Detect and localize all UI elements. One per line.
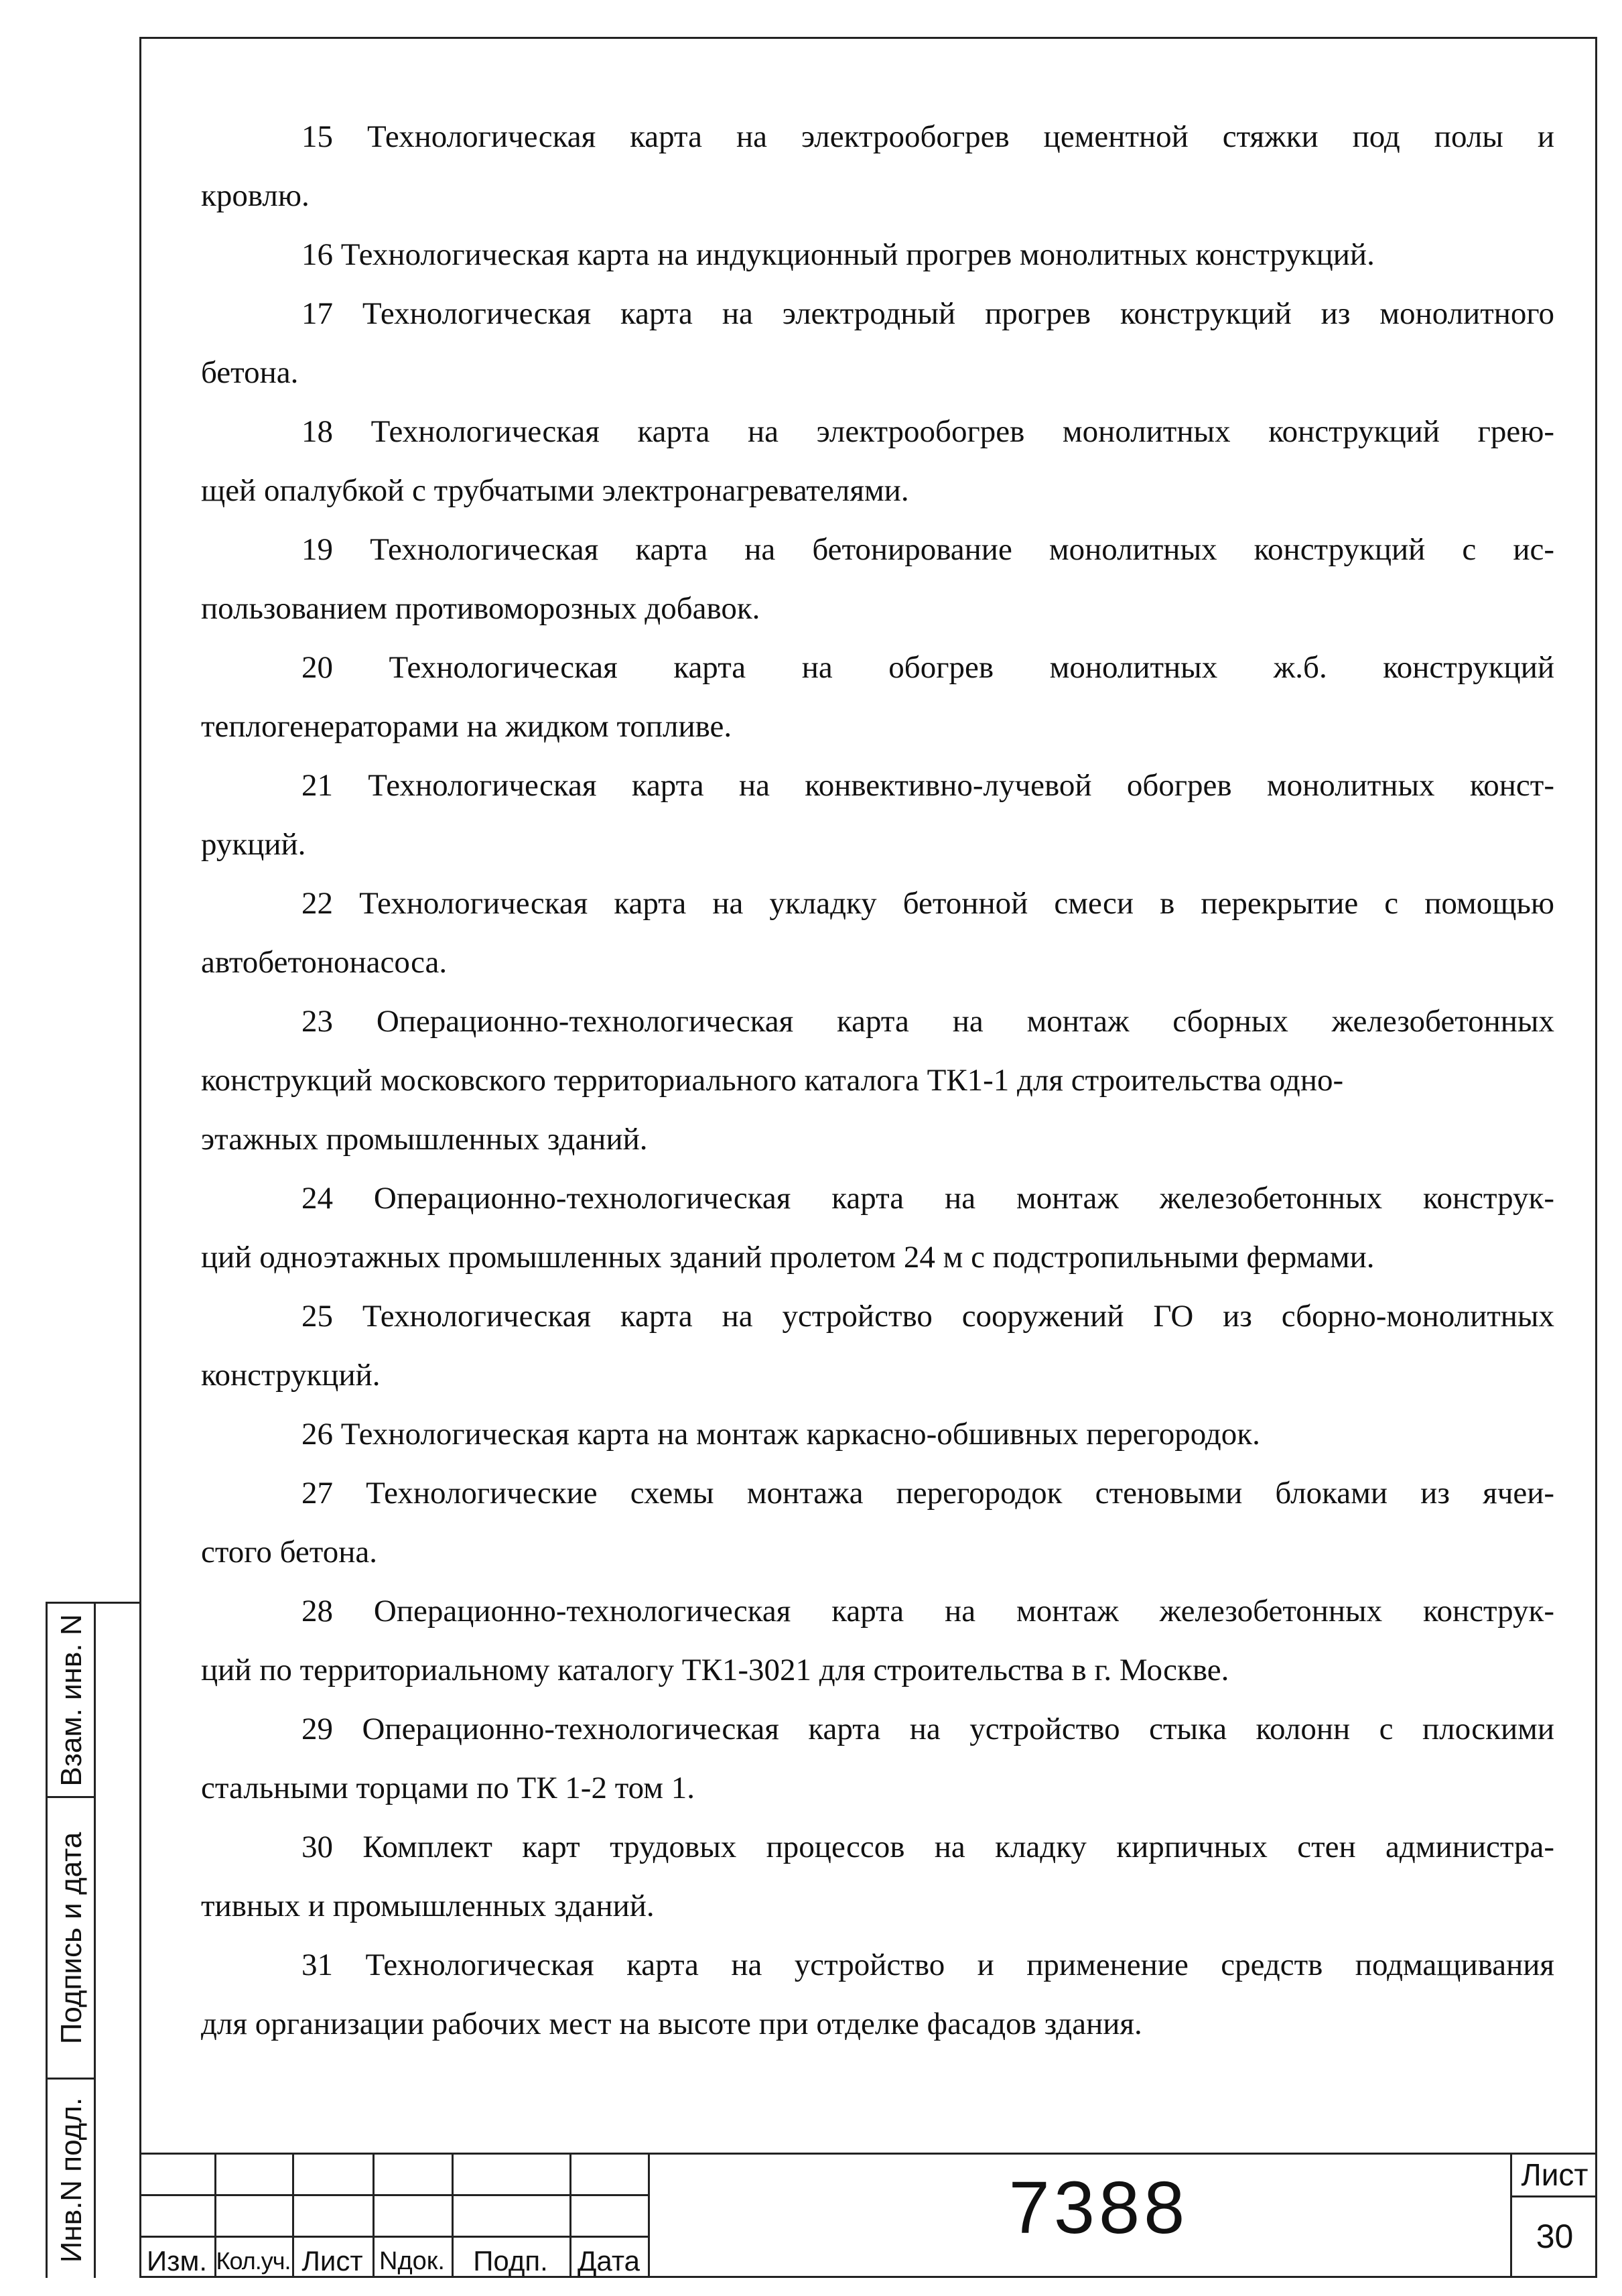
list-item: 21 Технологическая карта на конвективно-лучевой обогрев монолитных конст- рукций. — [201, 768, 1554, 862]
col-list: Лист — [301, 2245, 363, 2277]
list-item: 23 Операционно-технологическая карта на монтаж сборных железобетонных конструкций московского территориального каталога ТК1-1 для строительства одно- этажных промышленных зданий. — [201, 1004, 1554, 1157]
sheet-box — [1510, 2153, 1597, 2278]
list-item: 16 Технологическая карта на индукционный прогрев монолитных конструкций. — [301, 237, 1375, 272]
list-item: 17 Технологическая карта на электродный прогрев конструкций из монолитного бетона. — [201, 296, 1554, 390]
list-item: 27 Технологические схемы монтажа перегородок стеновыми блоками из ячеи- стого бетона. — [201, 1476, 1554, 1570]
stamp-vzam-inv: Взам. инв. N — [48, 1604, 96, 1798]
sheet-label: Лист — [1512, 2154, 1597, 2197]
col-ndok: Nдок. — [379, 2247, 445, 2275]
list-item: 20 Технологическая карта на обогрев монолитных ж.б. конструкций теплогенераторами на жидком топливе. — [201, 650, 1554, 744]
list-item: 28 Операционно-технологическая карта на монтаж железобетонных конструк- ций по территориальному каталогу ТК1-3021 для строительства в г. Москве. — [201, 1594, 1554, 1687]
col-izm: Изм. — [147, 2245, 207, 2277]
list-item: 24 Операционно-технологическая карта на монтаж железобетонных конструк- ций одноэтажных промышленных зданий пролетом 24 м с подстропильными фермами. — [201, 1181, 1554, 1275]
col-podp: Подп. — [473, 2245, 548, 2277]
col-data: Дата — [577, 2245, 640, 2277]
list-item: 25 Технологическая карта на устройство сооружений ГО из сборно-монолитных конструкций. — [201, 1299, 1554, 1393]
list-item: 22 Технологическая карта на укладку бетонной смеси в перекрытие с помощью автобетононасоса. — [201, 886, 1554, 980]
list-item: 26 Технологическая карта на монтаж каркасно-обшивных перегородок. — [301, 1417, 1260, 1452]
list-item: 29 Операционно-технологическая карта на устройство стыка колонн с плоскими стальными торцами по ТК 1-2 том 1. — [201, 1712, 1554, 1805]
document-body — [201, 107, 1554, 2053]
list-item: 31 Технологическая карта на устройство и применение средств подмащивания для организации рабочих мест на высоте при отделке фасадов здания. — [201, 1948, 1554, 2041]
list-item: 30 Комплект карт трудовых процессов на кладку кирпичных стен администра- тивных и промышленных зданий. — [201, 1830, 1554, 1923]
side-stamp — [46, 1602, 139, 2278]
col-kol-uch: Кол.уч. — [216, 2247, 291, 2275]
document-code: 7388 — [1008, 2167, 1189, 2249]
stamp-inv-podl: Инв.N подл. — [55, 2097, 88, 2262]
stamp-podpis-data: Подпись и дата — [48, 1798, 96, 2080]
list-item: 15 Технологическая карта на электрообогрев цементной стяжки под полы и кровлю. — [201, 119, 1554, 213]
sheet-number: 30 — [1536, 2218, 1574, 2255]
list-item: 19 Технологическая карта на бетонирование монолитных конструкций с ис- пользованием противоморозных добавок. — [201, 532, 1554, 626]
list-item: 18 Технологическая карта на электрообогрев монолитных конструкций грею- щей опалубкой с трубчатыми электронагревателями. — [201, 414, 1554, 508]
